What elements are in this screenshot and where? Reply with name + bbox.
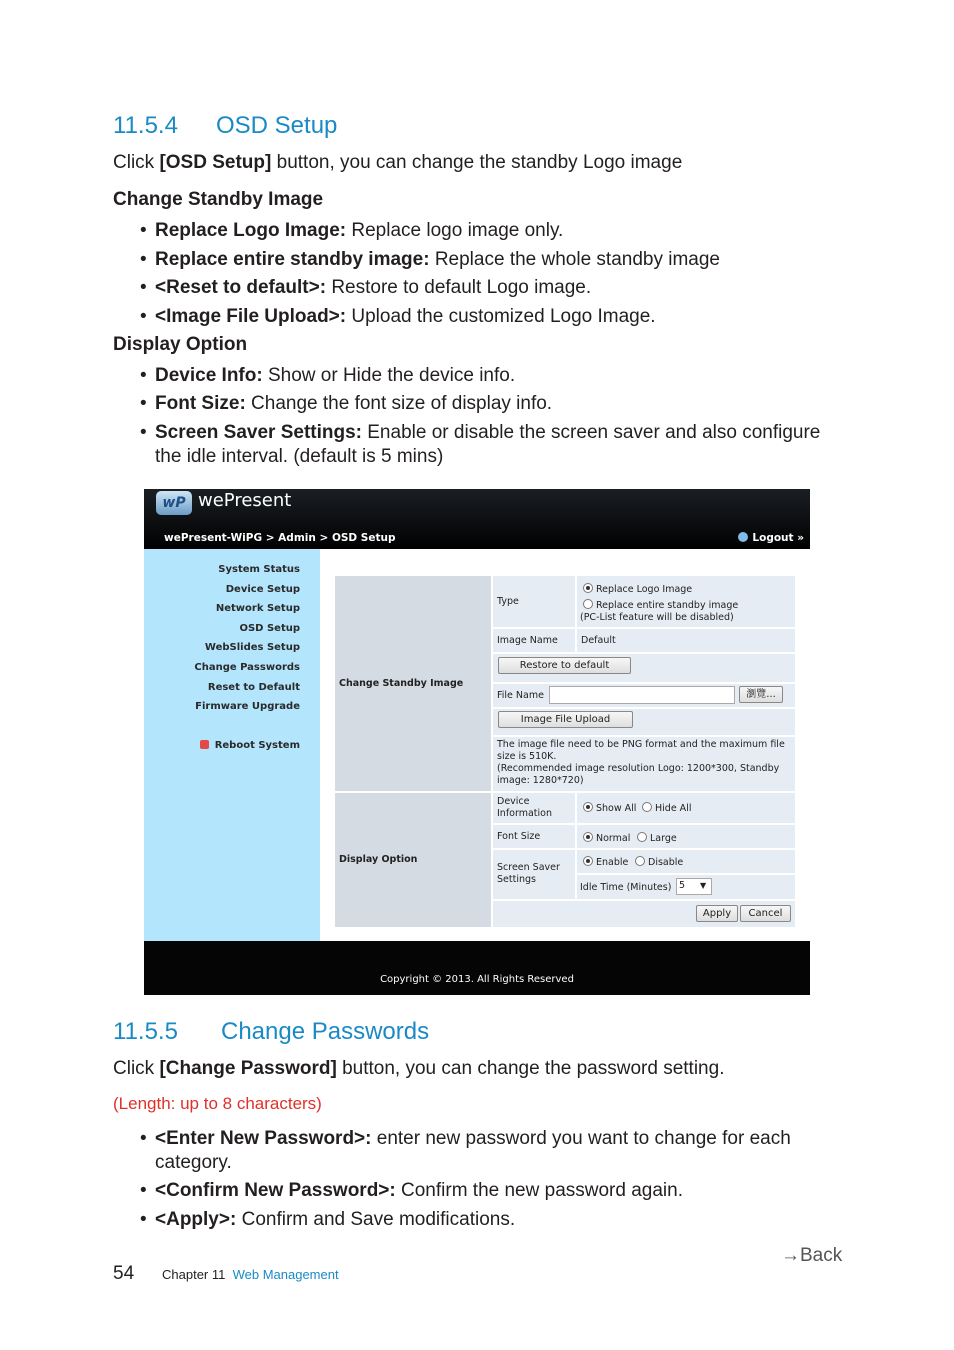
sidebar-item-osd-setup[interactable]: OSD Setup <box>239 623 300 634</box>
font-size-options-cell <box>577 825 795 848</box>
back-link[interactable]: →Back <box>781 1245 843 1266</box>
sidebar-item-reboot-system[interactable]: Reboot System <box>200 740 300 751</box>
radio-enable[interactable]: Enable <box>583 856 628 869</box>
osd-setup-screenshot <box>144 489 810 995</box>
power-icon <box>200 740 209 749</box>
idle-time-cell: Idle Time (Minutes) 5 ▼ <box>577 875 795 899</box>
intro-bold: [OSD Setup] <box>159 152 272 173</box>
radio-replace-entire[interactable]: Replace entire standby image <box>583 599 738 612</box>
password-intro: Click [Change Password] button, you can change the password setting. <box>113 1058 725 1079</box>
list-item-continuation: category. <box>155 1152 232 1173</box>
copyright: Copyright © 2013. All Rights Reserved <box>380 974 574 985</box>
image-name-label-cell: Image Name <box>493 629 575 652</box>
list-item: • <Confirm New Password>: Confirm the new password again. <box>155 1179 683 1203</box>
osd-intro <box>113 151 682 175</box>
list-item: • Screen Saver Settings: Enable or disable the screen saver and also configure <box>155 421 820 445</box>
cancel-button[interactable]: Cancel <box>740 905 791 922</box>
upload-note-cell: The image file need to be PNG format and the maximum file size is 510K. (Recommended image resolution Logo: 1200*300, Standby image: 1280*720) <box>493 737 795 791</box>
action-row <box>493 901 795 927</box>
list-item: • <Reset to default>: Restore to default Logo image. <box>155 276 591 300</box>
screen-saver-label-cell: Screen Saver Settings <box>493 850 575 899</box>
intro-rest: button, you can change the standby Logo image <box>271 152 683 173</box>
sidebar-item-reset-default[interactable]: Reset to Default <box>207 682 300 693</box>
device-info-label-cell: Device Information <box>493 793 575 823</box>
section-number: 11.5.4 <box>113 112 178 139</box>
browse-button[interactable]: 瀏覽... <box>739 686 783 703</box>
length-note: (Length: up to 8 characters) <box>113 1094 322 1113</box>
list-item: • <Apply>: Confirm and Save modifications. <box>155 1208 515 1232</box>
sidebar-item-system-status[interactable]: System Status <box>218 564 300 575</box>
radio-show-all[interactable]: Show All <box>583 802 636 815</box>
section-title: Change Passwords <box>221 1018 430 1045</box>
sidebar-item-change-passwords[interactable]: Change Passwords <box>194 662 300 673</box>
sidebar <box>144 549 320 941</box>
radio-replace-logo[interactable]: Replace Logo Image <box>583 583 692 596</box>
font-size-label-cell: Font Size <box>493 825 575 848</box>
device-info-options-cell <box>577 793 795 823</box>
upload-row <box>493 709 795 735</box>
file-name-row: File Name 瀏覽... <box>493 684 795 707</box>
logout-link[interactable]: Logout » <box>738 532 804 544</box>
section-number: 11.5.5 <box>113 1018 178 1045</box>
list-item: • <Enter New Password>: enter new password you want to change for each <box>155 1127 791 1151</box>
subheading-change-standby: Change Standby Image <box>113 189 324 210</box>
web-footer <box>144 941 810 995</box>
image-name-value-cell: Default <box>577 629 795 652</box>
apply-button[interactable]: Apply <box>696 905 738 922</box>
web-header <box>144 489 810 549</box>
section-heading-change-passwords <box>113 1018 429 1046</box>
list-item: • Replace entire standby image: Replace the whole standby image <box>155 248 720 272</box>
restore-default-button[interactable]: Restore to default <box>498 657 631 674</box>
category-standby: Change Standby Image <box>335 576 491 791</box>
category-display: Display Option <box>335 793 491 927</box>
list-item: • Device Info: Show or Hide the device info. <box>155 364 515 388</box>
sidebar-item-webslides-setup[interactable]: WebSlides Setup <box>204 642 300 653</box>
type-label-cell: Type <box>493 576 575 627</box>
radio-large[interactable]: Large <box>637 832 677 845</box>
type-note: (PC-List feature will be disabled) <box>580 612 734 623</box>
type-options-cell <box>577 576 795 627</box>
subheading-display-option: Display Option <box>113 334 248 355</box>
radio-normal[interactable]: Normal <box>583 832 630 845</box>
sidebar-item-network-setup[interactable]: Network Setup <box>215 603 300 614</box>
sidebar-item-firmware-upgrade[interactable]: Firmware Upgrade <box>195 701 300 712</box>
section-title: OSD Setup <box>216 112 338 139</box>
chevron-down-icon: ▼ <box>700 881 707 890</box>
section-heading-osd-setup <box>113 112 337 140</box>
breadcrumb: wePresent-WiPG > Admin > OSD Setup <box>164 532 396 544</box>
brand-name: wePresent <box>198 490 292 511</box>
list-item: • <Image File Upload>: Upload the customized Logo Image. <box>155 305 656 329</box>
intro-prefix: Click <box>113 152 160 173</box>
radio-hide-all[interactable]: Hide All <box>642 802 691 815</box>
idle-time-select[interactable]: 5 ▼ <box>676 878 712 895</box>
list-item: • Font Size: Change the font size of display info. <box>155 392 552 416</box>
chapter-label: Chapter 11 Web Management <box>162 1267 339 1282</box>
sidebar-item-device-setup[interactable]: Device Setup <box>225 584 300 595</box>
restore-row <box>493 654 795 682</box>
list-item-continuation: the idle interval. (default is 5 mins) <box>155 446 444 467</box>
logout-icon <box>738 532 748 542</box>
wepresent-logo-icon: wP <box>156 491 192 515</box>
image-file-upload-button[interactable]: Image File Upload <box>498 711 633 728</box>
page-number: 54 <box>113 1263 135 1284</box>
screen-saver-options-cell <box>577 850 795 873</box>
file-name-input[interactable] <box>549 686 735 704</box>
radio-disable[interactable]: Disable <box>635 856 683 869</box>
list-item: • Replace Logo Image: Replace logo image only. <box>155 219 563 243</box>
